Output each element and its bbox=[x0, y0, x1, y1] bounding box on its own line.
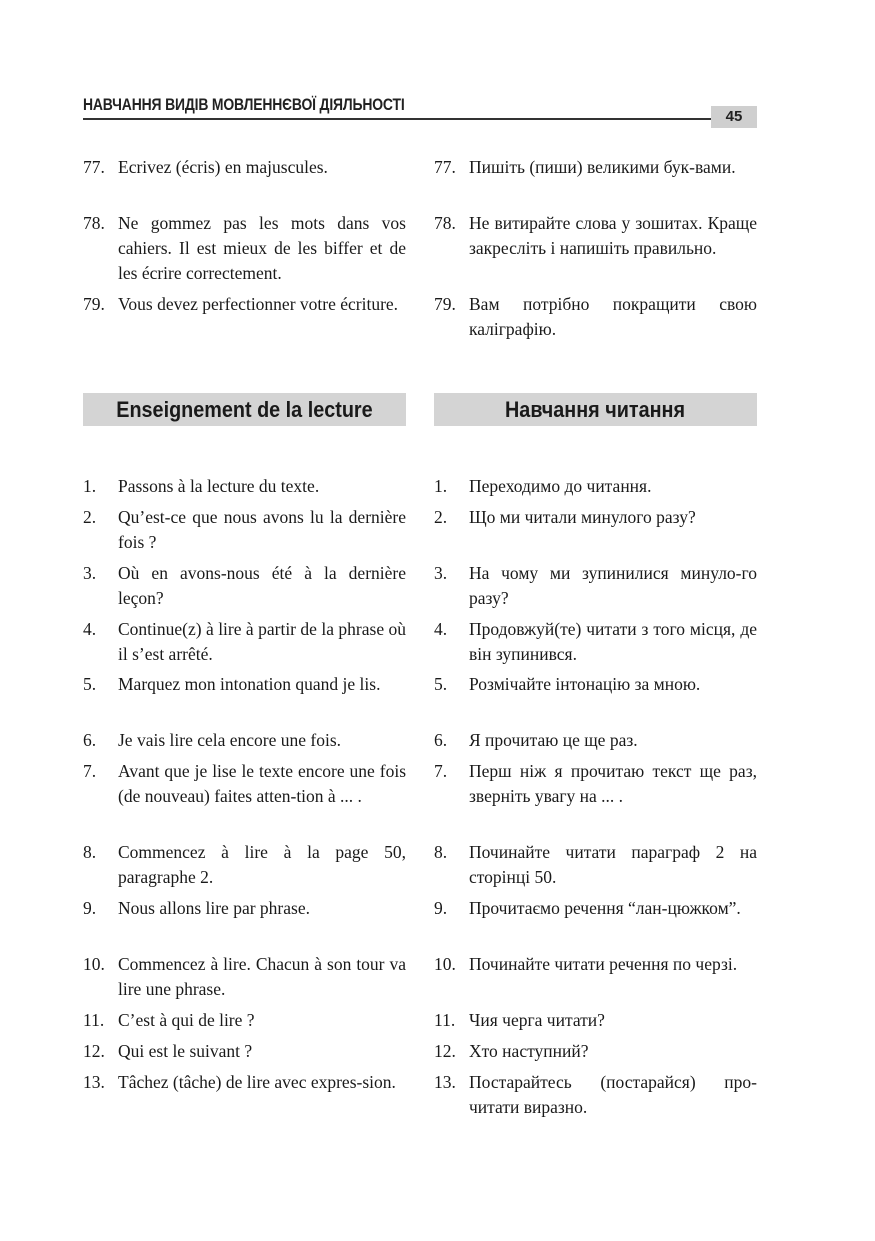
item-number: 2. bbox=[83, 507, 97, 527]
item-text-fr: Passons à la lecture du texte. bbox=[118, 476, 320, 496]
item-number: 78. bbox=[83, 213, 105, 233]
item-number: 4. bbox=[83, 619, 97, 639]
item-text-uk: Постарайтесь (постарайся) про-читати виразно. bbox=[469, 1072, 757, 1117]
item-number: 77. bbox=[83, 157, 105, 177]
item-text-uk: Не витирайте слова у зошитах. Краще закресліть і напишіть правильно. bbox=[469, 213, 757, 258]
section-title-uk-text: Навчання читання bbox=[505, 397, 686, 422]
item-number: 13. bbox=[83, 1072, 105, 1092]
item-number: 11. bbox=[83, 1010, 105, 1030]
item-text-fr: Qu’est-ce que nous avons lu la dernière fois ? bbox=[118, 507, 406, 552]
item-text-uk: Я прочитаю це ще раз. bbox=[469, 730, 638, 750]
item-text-fr: Continue(z) à lire à partir de la phrase où il s’est arrêté. bbox=[118, 619, 406, 664]
item-number: 10. bbox=[434, 954, 456, 974]
header-rule bbox=[83, 118, 711, 120]
item-number: 8. bbox=[434, 842, 448, 862]
item-text-fr: Où en avons-nous été à la dernière leçon? bbox=[118, 563, 406, 608]
item-number: 12. bbox=[434, 1041, 456, 1061]
item-text-uk: На чому ми зупинилися минуло-го разу? bbox=[469, 563, 757, 608]
running-header bbox=[83, 95, 757, 129]
item-number: 8. bbox=[83, 842, 97, 862]
item-number: 7. bbox=[83, 761, 97, 781]
item-text-uk: Що ми читали минулого разу? bbox=[469, 507, 696, 527]
item-text-uk: Розмічайте інтонацію за мною. bbox=[469, 674, 701, 694]
item-number: 5. bbox=[83, 674, 97, 694]
item-text-fr: Marquez mon intonation quand je lis. bbox=[118, 674, 381, 694]
item-text-fr: Commencez à lire. Chacun à son tour va lire une phrase. bbox=[118, 954, 406, 999]
section-title-fr bbox=[83, 393, 406, 426]
item-number: 79. bbox=[434, 294, 456, 314]
page-number: 45 bbox=[711, 106, 757, 128]
item-number: 9. bbox=[83, 898, 97, 918]
item-text-fr: Commencez à lire à la page 50, paragraphe 2. bbox=[118, 842, 406, 887]
item-number: 11. bbox=[434, 1010, 456, 1030]
item-text-uk: Переходимо до читання. bbox=[469, 476, 652, 496]
item-text-fr: Vous devez perfectionner votre écriture. bbox=[118, 294, 399, 314]
item-number: 78. bbox=[434, 213, 456, 233]
header-title: НАВЧАННЯ ВИДІВ МОВЛЕННЄВОЇ ДІЯЛЬНОСТІ bbox=[83, 95, 405, 114]
item-text-uk: Хто наступний? bbox=[469, 1041, 589, 1061]
section-title-uk bbox=[434, 393, 757, 426]
item-number: 10. bbox=[83, 954, 105, 974]
item-text-uk: Починайте читати параграф 2 на сторінці 50. bbox=[469, 842, 757, 887]
item-text-uk: Перш ніж я прочитаю текст ще раз, зверніть увагу на ... . bbox=[469, 761, 757, 806]
item-text-fr: C’est à qui de lire ? bbox=[118, 1010, 255, 1030]
item-number: 2. bbox=[434, 507, 448, 527]
item-number: 1. bbox=[434, 476, 448, 496]
item-text-fr: Nous allons lire par phrase. bbox=[118, 898, 310, 918]
item-number: 3. bbox=[434, 563, 448, 583]
item-number: 1. bbox=[83, 476, 97, 496]
item-number: 4. bbox=[434, 619, 448, 639]
item-text-fr: Avant que je lise le texte encore une fois (de nouveau) faites atten-tion à ... . bbox=[118, 761, 406, 806]
item-text-uk: Продовжуй(те) читати з того місця, де він зупинився. bbox=[469, 619, 757, 664]
item-text-fr: Ecrivez (écris) en majuscules. bbox=[118, 157, 328, 177]
item-text-uk: Пишіть (пиши) великими бук-вами. bbox=[469, 157, 736, 177]
item-text-uk: Починайте читати речення по черзі. bbox=[469, 954, 738, 974]
item-number: 13. bbox=[434, 1072, 456, 1092]
item-number: 3. bbox=[83, 563, 97, 583]
item-text-uk: Вам потрібно покращити свою каліграфію. bbox=[469, 294, 757, 339]
item-number: 5. bbox=[434, 674, 448, 694]
item-text-uk: Прочитаємо речення “лан-цюжком”. bbox=[469, 898, 741, 918]
section-title-fr-text: Enseignement de la lecture bbox=[116, 397, 373, 422]
item-text-fr: Qui est le suivant ? bbox=[118, 1041, 253, 1061]
item-text-fr: Tâchez (tâche) de lire avec expres-sion. bbox=[118, 1072, 396, 1092]
item-number: 79. bbox=[83, 294, 105, 314]
item-number: 77. bbox=[434, 157, 456, 177]
item-number: 7. bbox=[434, 761, 448, 781]
item-number: 12. bbox=[83, 1041, 105, 1061]
item-number: 6. bbox=[83, 730, 97, 750]
item-text-fr: Ne gommez pas les mots dans vos cahiers. Il est mieux de les biffer et de les écrire correctement. bbox=[118, 213, 406, 283]
item-number: 6. bbox=[434, 730, 448, 750]
item-text-fr: Je vais lire cela encore une fois. bbox=[118, 730, 342, 750]
item-text-uk: Чия черга читати? bbox=[469, 1010, 605, 1030]
item-number: 9. bbox=[434, 898, 448, 918]
